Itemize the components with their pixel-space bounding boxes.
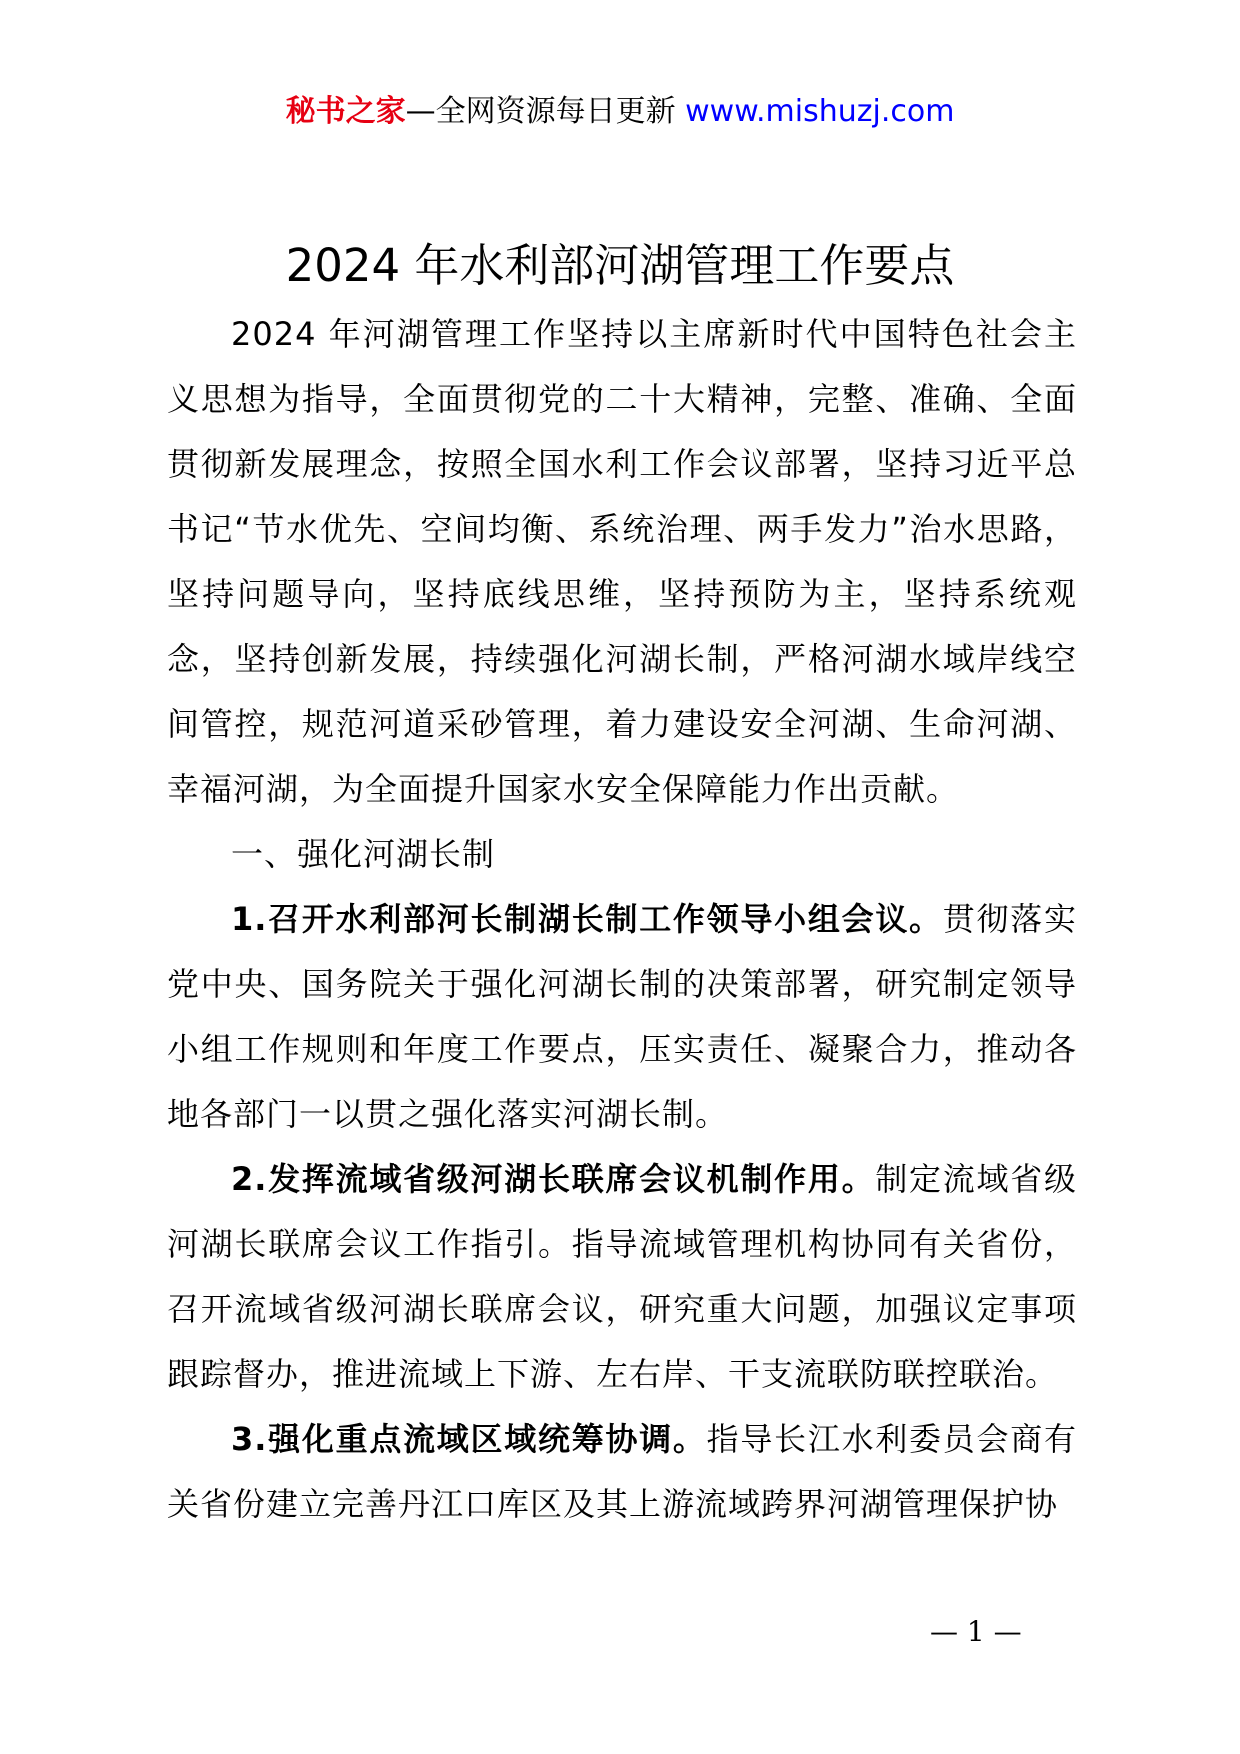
item-title: 1.召开水利部河长制湖长制工作领导小组会议。 — [231, 900, 943, 938]
item-title: 3.强化重点流域区域统筹协调。 — [231, 1420, 707, 1458]
section-heading: 一、强化河湖长制 — [231, 835, 496, 873]
numbered-item — [167, 1407, 1077, 1537]
banner-brand: 秘书之家 — [285, 94, 406, 129]
page-number: — 1 — — [930, 1615, 1022, 1648]
document-title: 2024 年水利部河湖管理工作要点 — [285, 239, 955, 292]
numbered-item — [167, 887, 1077, 1147]
item-title: 2.发挥流域省级河湖长联席会议机制作用。 — [231, 1160, 876, 1198]
item-text: 贯彻落实党中央、国务院关于强化河湖长制的决策部署，研究制定领导小组工作规则和年度工作要点，压实责任、凝聚合力，推动各地各部门一以贯之强化落实河湖长制。 — [167, 900, 1077, 1133]
intro-paragraph: 2024 年河湖管理工作坚持以主席新时代中国特色社会主义思想为指导，全面贯彻党的二十大精神，完整、准确、全面贯彻新发展理念，按照全国水利工作会议部署，坚持习近平总书记“节水优先、空间均衡、系统治理、两手发力”治水思路，坚持问题导向，坚持底线思维，坚持预防为主，坚持系统观念，坚持创新发展，持续强化河湖长制，严格河湖水域岸线空间管控，规范河道采砂管理，着力建设安全河湖、生命河湖、幸福河湖，为全面提升国家水安全保障能力作出贡献。 — [167, 315, 1077, 808]
item-text: 指导长江水利委员会商有关省份建立完善丹江口库区及其上游流域跨界河湖管理保护协 — [167, 1420, 1077, 1523]
banner-tagline: —全网资源每日更新 — [405, 94, 686, 129]
item-text: 制定流域省级河湖长联席会议工作指引。指导流域管理机构协同有关省份，召开流域省级河湖长联席会议，研究重大问题，加强议定事项跟踪督办，推进流域上下游、左右岸、干支流联防联控联治。 — [167, 1160, 1077, 1393]
document-body — [167, 302, 1077, 1537]
header-banner — [0, 92, 1240, 132]
banner-url-link[interactable]: www.mishuzj.com — [685, 94, 955, 129]
numbered-item — [167, 1147, 1077, 1407]
